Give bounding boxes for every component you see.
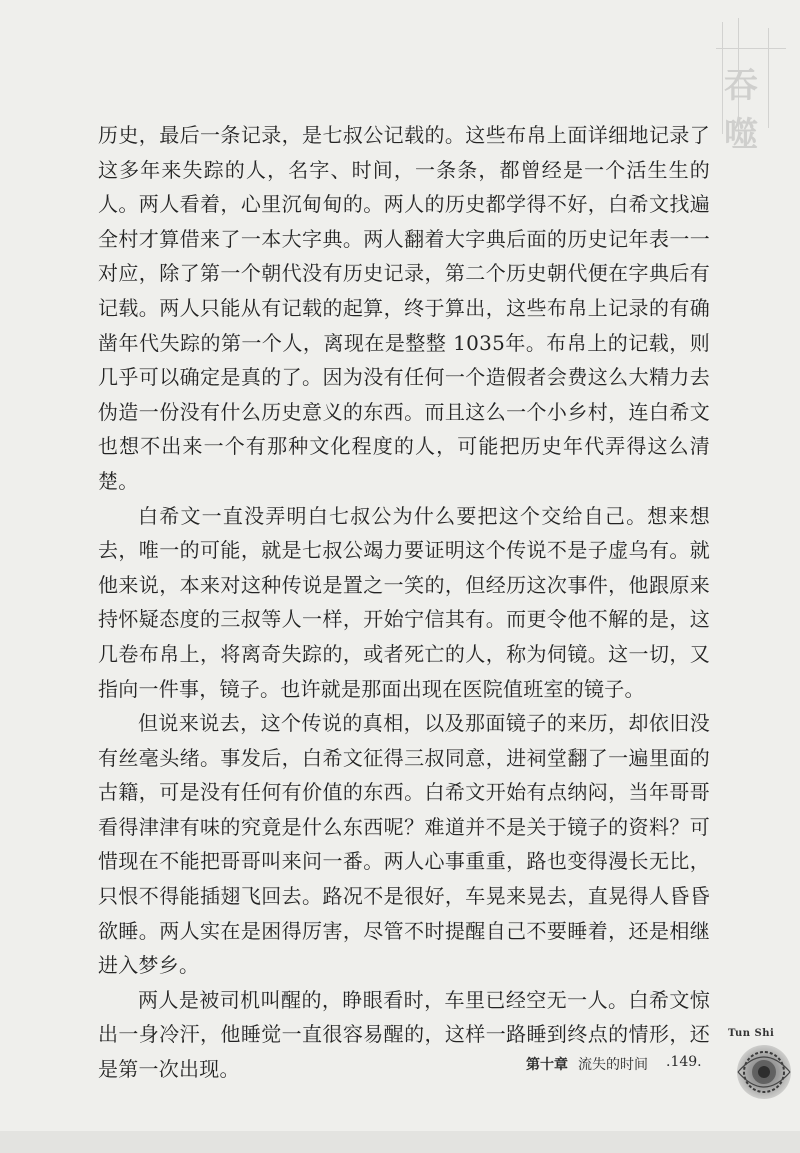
scan-bottom-edge: [0, 1131, 800, 1153]
body-text: [98, 118, 710, 1087]
corner-watermark-logo: 吞噬: [716, 18, 786, 138]
page-footer: [0, 1052, 800, 1076]
chapter-title: 流失的时间: [578, 1057, 648, 1073]
page-number: .149.: [666, 1054, 702, 1070]
seal-label: Tun Shi: [728, 1028, 775, 1039]
seal-ornament-icon: [720, 1028, 792, 1108]
book-seal-logo: [720, 1028, 792, 1108]
paragraph-3: 但说来说去，这个传说的真相，以及那面镜子的来历，却依旧没有丝毫头绪。事发后，白希文征得三叔同意，进祠堂翻了一遍里面的古籍，可是没有任何有价值的东西。白希文开始有点纳闷，当年哥哥看得津津有味的究竟是什么东西呢？难道并不是关于镜子的资料？可惜现在不能把哥哥叫来问一番。两人心事重重，路也变得漫长无比，只恨不得能插翅飞回去。路况不是很好，车晃来晃去，直晃得人昏昏欲睡。两人实在是困得厉害，尽管不时提醒自己不要睡着，还是相继进入梦乡。: [98, 711, 710, 978]
paragraph-2: 白希文一直没弄明白七叔公为什么要把这个交给自己。想来想去，唯一的可能，就是七叔公竭力要证明这个传说不是子虚乌有。就他来说，本来对这种传说是置之一笑的，但经历这次事件，他跟原来持怀疑态度的三叔等人一样，开始宁信其有。而更令他不解的是，这几卷布帛上，将离奇失踪的，或者死亡的人，称为伺镜。这一切，又指向一件事，镜子。也许就是那面出现在医院值班室的镜子。: [98, 503, 710, 701]
paragraph-4: 两人是被司机叫醒的，睁眼看时，车里已经空无一人。白希文惊出一身冷汗，他睡觉一直很容易醒的，这样一路睡到终点的情形，还是第一次出现。: [98, 987, 710, 1082]
paragraph-1: 历史，最后一条记录，是七叔公记载的。这些布帛上面详细地记录了这多年来失踪的人，名字、时间，一条条，都曾经是一个活生生的人。两人看着，心里沉甸甸的。两人的历史都学得不好，白希文找遍全村才算借来了一本大字典。两人翻着大字典后面的历史记年表一一对应，除了第一个朝代没有历史记录，第二个历史朝代便在字典后有记载。两人只能从有记载的起算，终于算出，这些布帛上记录的有确凿年代失踪的第一个人，离现在是整整 1035年。布帛上的记载，则几乎可以确定是真的了。因为没有任何一个造假者会费这么大精力去伪造一份没有什么历史意义的东西。而且这么一个小乡村，连白希文也想不出来一个有那种文化程度的人，可能把历史年代弄得这么清楚。: [98, 123, 710, 493]
chapter-number: 第十章: [526, 1057, 568, 1073]
